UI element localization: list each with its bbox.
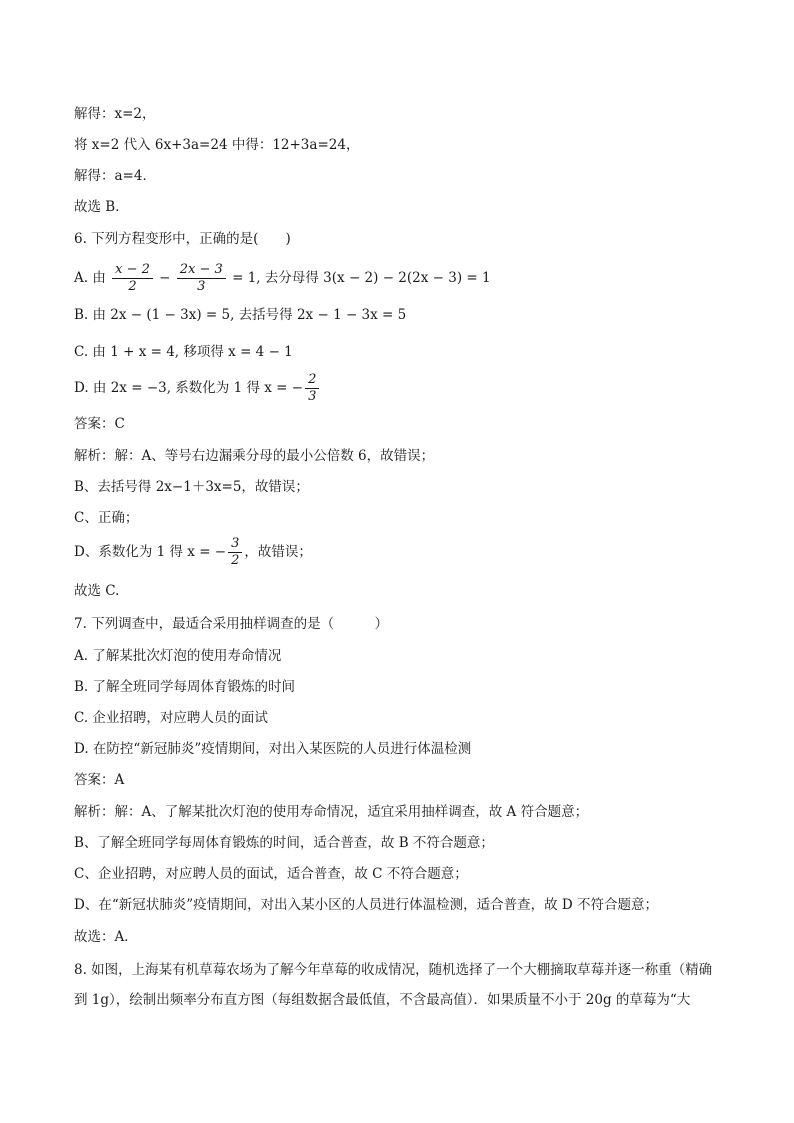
question-7-option-c: C. 企业招聘，对应聘人员的面试 xyxy=(74,710,268,726)
option-d-fraction xyxy=(305,372,319,405)
question-7-option-b: B. 了解全班同学每周体育锻炼的时间 xyxy=(74,679,296,695)
question-7-option-a: A. 了解某批次灯泡的使用寿命情况 xyxy=(74,648,282,664)
answer-choice-b: 故选 B． xyxy=(74,199,129,215)
option-d-prefix: D. 由 2x = −3, 系数化为 1 得 x = − xyxy=(74,380,304,396)
option-a-rest: = 1, 去分母得 3(x − 2) − 2(2x − 3) = 1 xyxy=(227,270,491,286)
option-a-prefix: A. 由 xyxy=(74,270,111,286)
question-6-explanation-c: C、正确； xyxy=(74,510,139,526)
fraction-denominator: 2 xyxy=(128,279,137,294)
fraction-numerator: 2 xyxy=(305,372,319,389)
solution-line-x: 解得：x=2， xyxy=(74,106,156,122)
fraction-denominator: 3 xyxy=(308,389,317,404)
question-6-option-d xyxy=(74,370,724,406)
question-7-explanation-b: B、了解全班同学每周体育锻炼的时间，适合普查，故 B 不符合题意； xyxy=(74,835,494,851)
question-6-option-a xyxy=(74,260,724,296)
question-7-stem: 7. 下列调查中，最适合采用抽样调查的是（ ） xyxy=(74,616,389,632)
fraction-numerator: 3 xyxy=(228,536,242,553)
question-7-explanation-c: C、企业招聘，对应聘人员的面试，适合普查，故 C 不符合题意； xyxy=(74,866,468,882)
fraction-denominator: 2 xyxy=(231,553,240,568)
option-a-fraction-1 xyxy=(112,262,153,295)
question-6-final: 故选 C. xyxy=(74,583,120,599)
explanation-d-fraction xyxy=(228,536,242,569)
fraction-numerator: 2x − 3 xyxy=(177,262,226,279)
substitution-line: 将 x=2 代入 6x+3a=24 中得：12+3a=24， xyxy=(74,137,360,153)
question-6-explanation-a: 解析：解：A、等号右边漏乘分母的最小公倍数 6，故错误； xyxy=(74,448,435,464)
question-6-stem: 6. 下列方程变形中，正确的是( ) xyxy=(74,231,291,247)
question-7-explanation-a: 解析：解：A、了解某批次灯泡的使用寿命情况，适宜采用抽样调查，故 A 符合题意； xyxy=(74,804,589,820)
option-a-fraction-2 xyxy=(177,262,226,295)
fraction-numerator: x − 2 xyxy=(112,262,153,279)
question-7-answer: 答案：A xyxy=(74,772,125,788)
question-6-option-b: B. 由 2x − (1 − 3x) = 5, 去括号得 2x − 1 − 3x = 5 xyxy=(74,307,407,323)
question-7-option-d: D. 在防控“新冠肺炎”疫情期间，对出入某医院的人员进行体温检测 xyxy=(74,741,472,757)
explanation-d-suffix: ，故错误； xyxy=(244,544,312,560)
question-7-explanation-d: D、在“新冠状肺炎”疫情期间，对出入某小区的人员进行体温检测，适合普查，故 D 不符合题意； xyxy=(74,897,659,913)
option-a-minus: − xyxy=(154,270,175,286)
fraction-denominator: 3 xyxy=(197,279,206,294)
question-6-explanation-d xyxy=(74,534,724,570)
explanation-d-prefix: D、系数化为 1 得 x = − xyxy=(74,544,227,560)
question-6-option-c: C. 由 1 + x = 4, 移项得 x = 4 − 1 xyxy=(74,344,293,360)
question-6-answer: 答案：C xyxy=(74,416,125,432)
question-8-stem: 8. 如图，上海某有机草莓农场为了解今年草莓的收成情况，随机选择了一个大棚摘取草莓并逐一称重（精确到 1g），绘制出频率分布直方图（每组数据含最低值，不含最高值）．如果质量不小于 20g 的草莓为“大 xyxy=(74,962,713,1008)
solution-line-a: 解得：a=4． xyxy=(74,168,156,184)
question-6-explanation-b: B、去括号得 2x−1＋3x=5，故错误； xyxy=(74,479,309,495)
question-7-final: 故选：A． xyxy=(74,929,138,945)
